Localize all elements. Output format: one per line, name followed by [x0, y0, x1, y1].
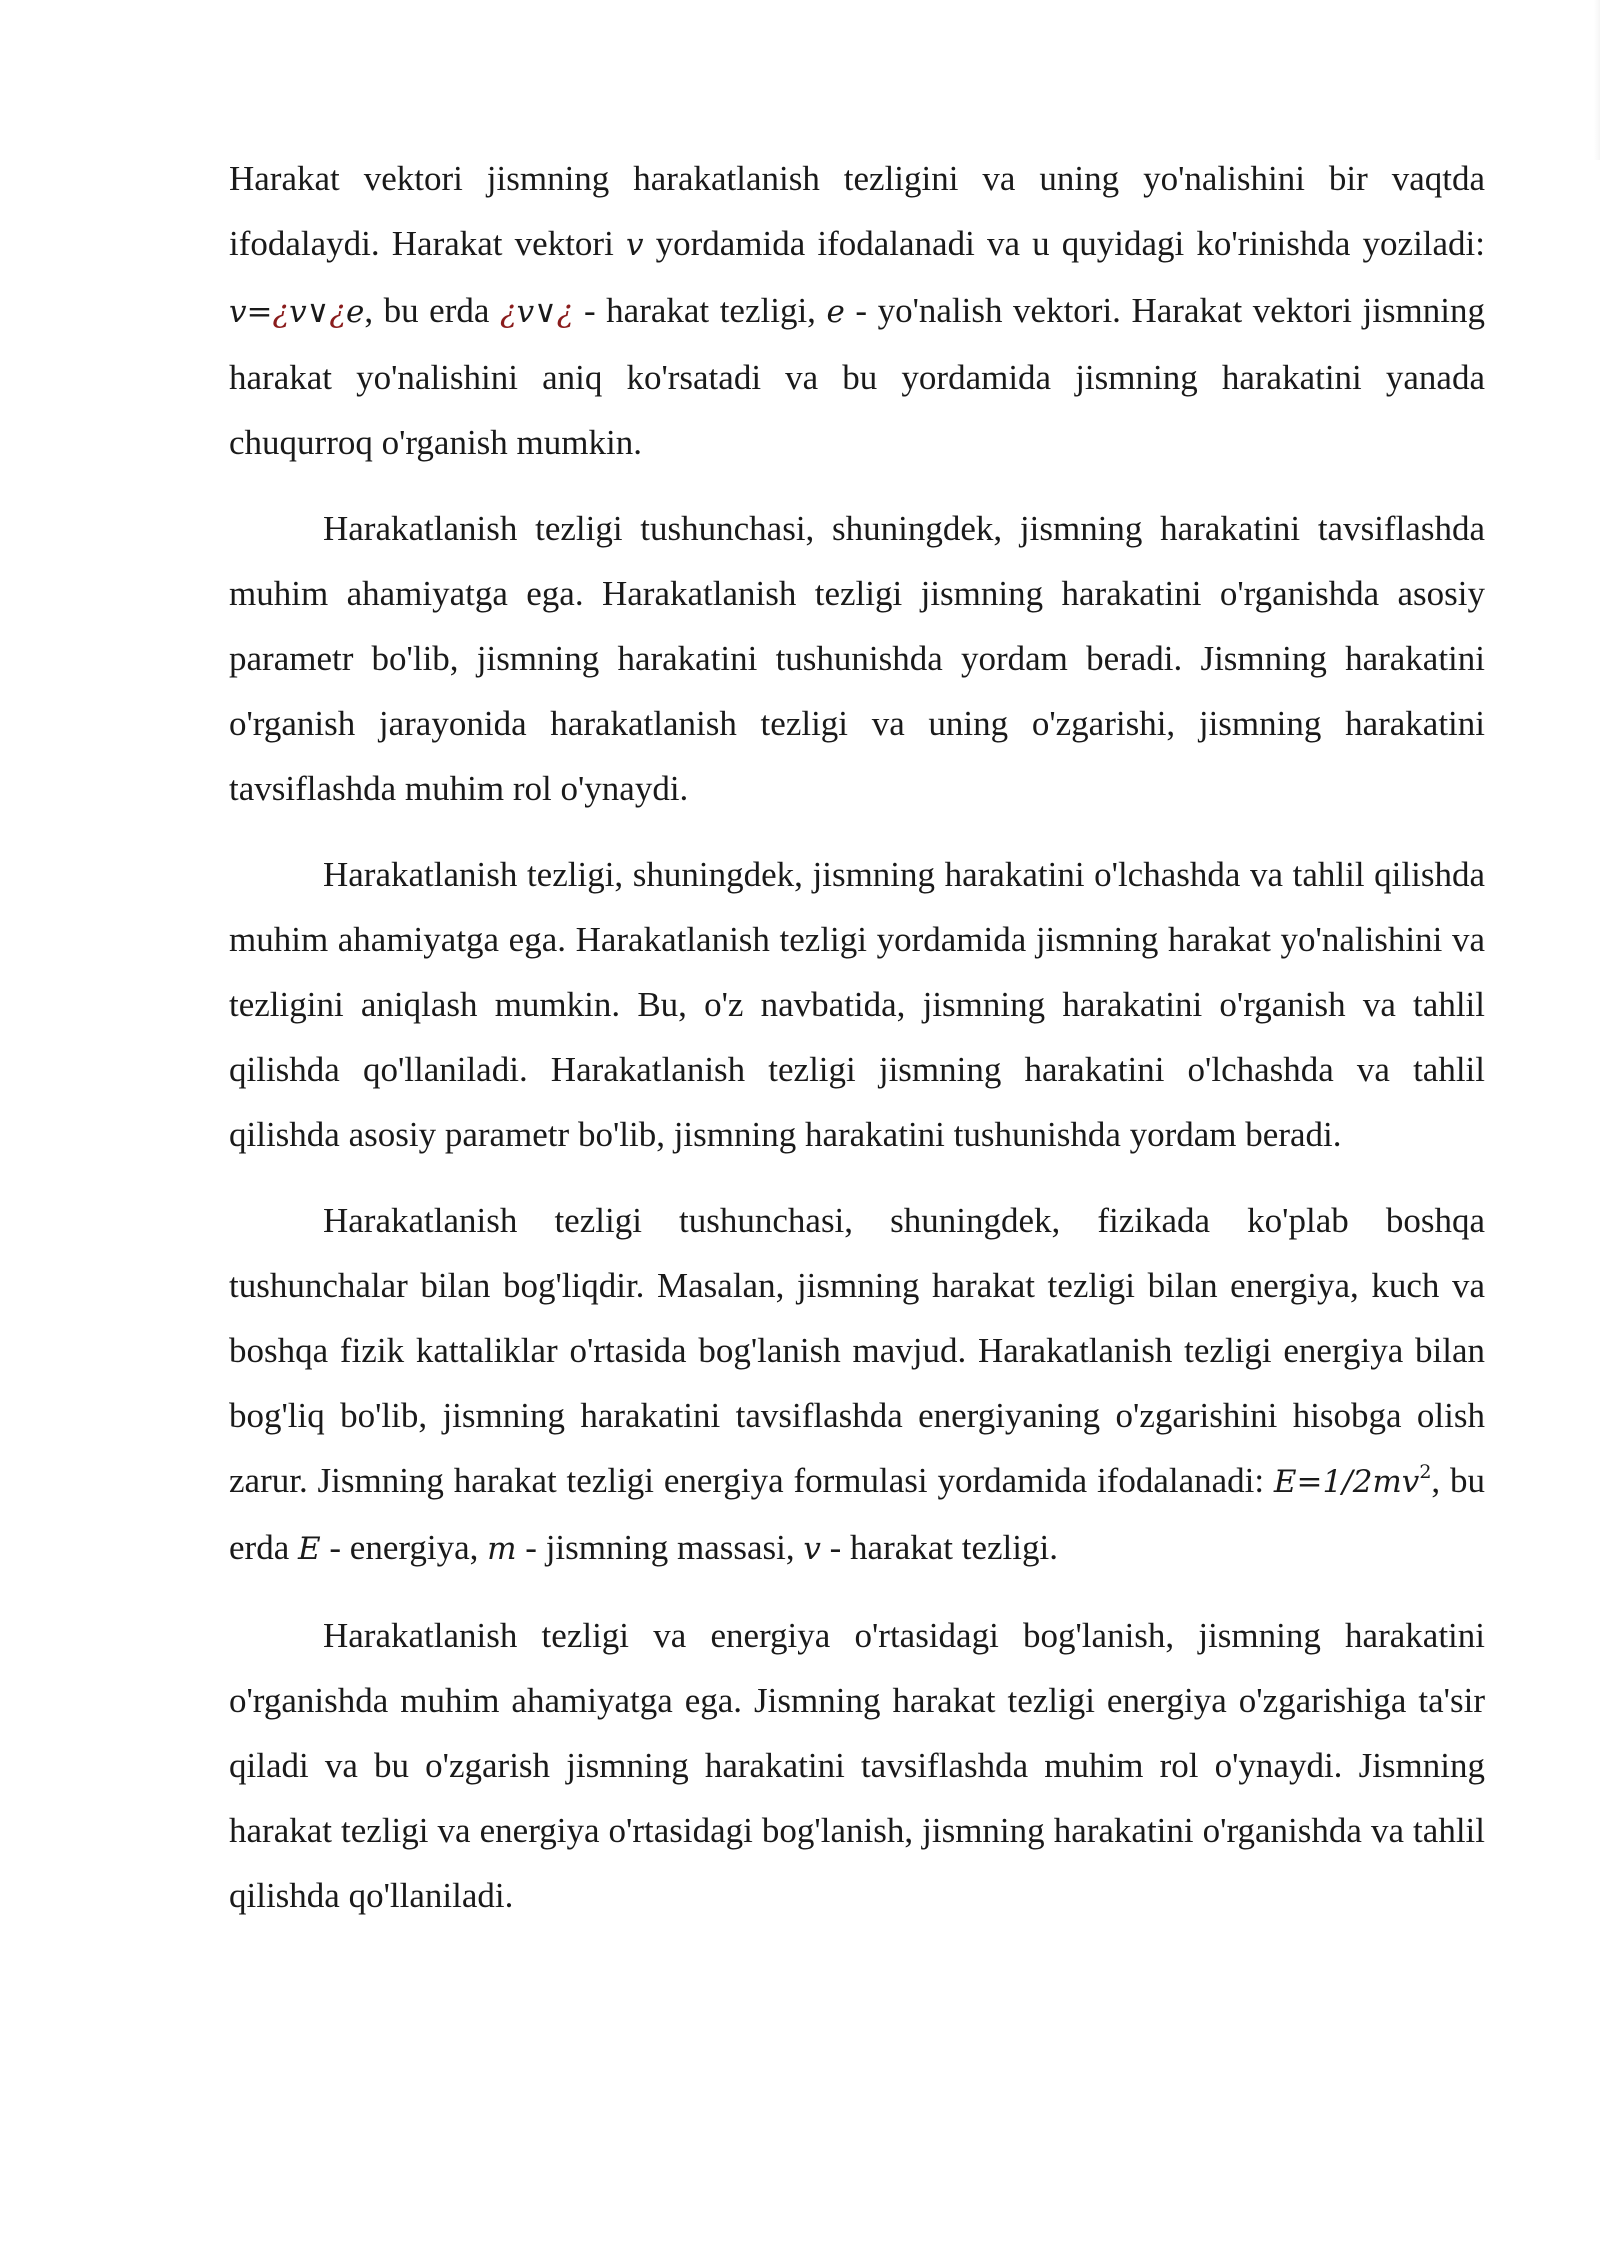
formula-exponent: 2 [1419, 1461, 1432, 1483]
text-run: Harakatlanish tezligi tushunchasi, shuningdek, fizikada ko'plab boshqa tushunchalar bilan bog'liqdir. Masalan, jismning harakat tezligi bilan energiya, kuch va boshqa fizik kattaliklar o'rtasida bog'lanish mavjud. Harakatlanish tezligi energiya bilan bog'liq bo'lib, jismning harakatini tavsiflashda energiyaning o'zgarishini hisobga olish zarur. Jismning harakat tezligi energiya formulasi yordamida ifodalanadi: [229, 1201, 1485, 1500]
paragraph-energiya-formulasi [229, 1188, 1485, 1582]
paragraph-tezlik-energiya: Harakatlanish tezligi va energiya o'rtasidagi bog'lanish, jismning harakatini o'rganishda muhim ahamiyatga ega. Jismning harakat tezligi energiya o'zgarishiga ta'sir qiladi va bu o'zgarish jismning harakatini tavsiflashda muhim rol o'ynaydi. Jismning harakat tezligi va energiya o'rtasidagi bog'lanish, jismning harakatini o'rganishda va tahlil qilishda qo'llaniladi. [229, 1616, 1485, 1915]
math-symbol-E: E [297, 1531, 321, 1567]
text-run: - energiya, [320, 1528, 488, 1567]
paragraph-tezlik-tushunchasi: Harakatlanish tezligi tushunchasi, shuningdek, jismning harakatini tavsiflashda muhim ahamiyatga ega. Harakatlanish tezligi jismning harakatini o'rganishda asosiy parametr bo'lib, jismning harakatini tushunishda yordam beradi. Jismning harakatini o'rganish jarayonida harakatlanish tezligi va uning o'zgarishi, jismning harakatini tavsiflashda muhim rol o'ynaydi. [229, 509, 1485, 808]
text-run: , bu erda [229, 1461, 1485, 1567]
text-run: - harakat tezligi. [820, 1528, 1058, 1567]
math-abs-v: v∨ [516, 294, 557, 330]
text-run: - jismning massasi, [516, 1528, 804, 1567]
math-eq-part: e [345, 294, 365, 330]
text-run: , bu erda [364, 291, 500, 330]
math-eq-part: v= [229, 294, 273, 330]
paragraph-olchash-tahlil: Harakatlanish tezligi, shuningdek, jismning harakatini o'lchashda va tahlil qilishda muhim ahamiyatga ega. Harakatlanish tezligi yordamida jismning harakat yo'nalishini va tezligini aniqlash mumkin. Bu, o'z navbatida, jismning harakatini o'rganish va tahlil qilishda qo'llaniladi. Harakatlanish tezligi jismning harakatini o'lchashda va tahlil qilishda asosiy parametr bo'lib, jismning harakatini tushunishda yordam beradi. [229, 855, 1485, 1154]
math-symbol-v: v [803, 1531, 821, 1567]
math-symbol-v: v [625, 227, 644, 263]
page-edge-shadow [1594, 0, 1600, 160]
math-inverted-question: ¿ [556, 294, 574, 330]
formula-body: E=1/2mv [1273, 1464, 1420, 1500]
math-symbol-m: m [487, 1531, 517, 1567]
math-eq-part: v∨ [289, 294, 330, 330]
math-eq-inverted-question: ¿ [272, 294, 290, 330]
text-run: Harakat vektori jismning harakatlanish tezligini va uning yo'nalishini bir vaqtda ifodalaydi. Harakat vektori [229, 159, 1485, 263]
paragraph-harakat-vektori [229, 146, 1485, 475]
math-eq-inverted-question: ¿ [329, 294, 346, 330]
text-run: - yo'nalish vektori. Harakat vektori jismning harakat yo'nalishini aniq ko'rsatadi va bu yordamida jismning harakatini yanada chuqurroq o'rganish mumkin. [229, 291, 1485, 462]
math-energy-formula [1273, 1461, 1432, 1500]
document-body [229, 146, 1485, 1949]
math-inverted-question: ¿ [499, 294, 517, 330]
text-run: - harakat tezligi, [573, 291, 827, 330]
text-run: yordamida ifodalanadi va u quyidagi ko'rinishda yoziladi: [643, 224, 1486, 263]
math-symbol-e: e [826, 294, 845, 330]
